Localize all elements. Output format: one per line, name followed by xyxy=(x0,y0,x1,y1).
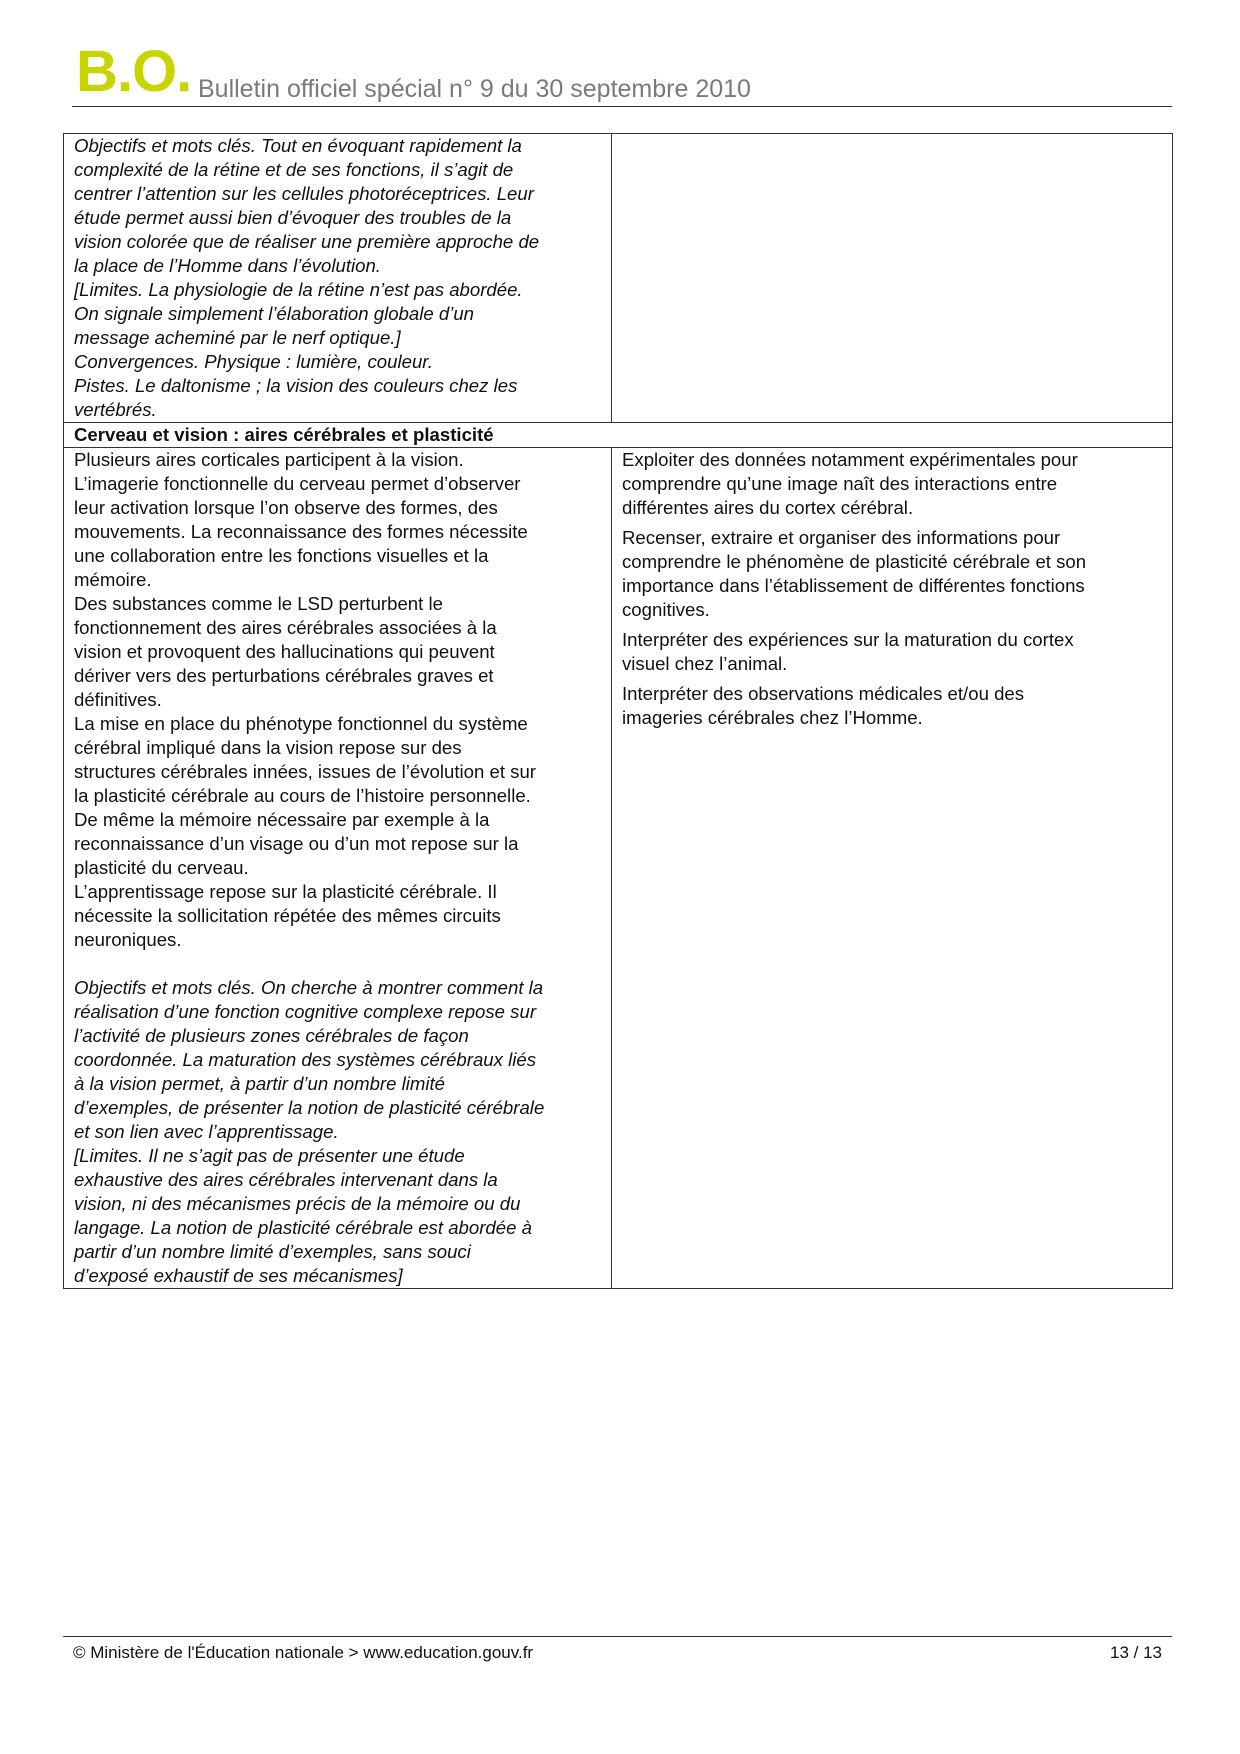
text-line: vision, ni des mécanismes précis de la mémoire ou du xyxy=(74,1193,521,1214)
text-line: leur activation lorsque l’on observe des formes, des xyxy=(74,497,498,518)
paragraph-gap xyxy=(74,952,601,976)
retina-objectives-text xyxy=(74,134,601,422)
text-line: exhaustive des aires cérébrales intervenant dans la xyxy=(74,1169,498,1190)
skill-paragraph xyxy=(622,682,1162,730)
text-line: comprendre qu’une image naît des interactions entre xyxy=(622,473,1058,494)
text-line: On signale simplement l’élaboration globale d’un xyxy=(74,303,475,324)
text-line: La mise en place du phénotype fonctionnel du système xyxy=(74,713,528,734)
retina-objectives-cell xyxy=(64,134,612,423)
skill-paragraph xyxy=(622,628,1162,676)
text-line: d’exposé exhaustif de ses mécanismes] xyxy=(74,1265,403,1286)
bo-logo: B.O. xyxy=(76,39,192,104)
text-line: Objectifs et mots clés. On cherche à montrer comment la xyxy=(74,977,544,998)
text-line: vision et provoquent des hallucinations qui peuvent xyxy=(74,641,495,662)
text-line: Pistes. Le daltonisme ; la vision des couleurs chez les xyxy=(74,375,518,396)
text-line: Plusieurs aires corticales participent à la vision. xyxy=(74,449,464,470)
table-row xyxy=(64,134,1173,423)
text-line: De même la mémoire nécessaire par exemple à la xyxy=(74,809,490,830)
section-heading: Cerveau et vision : aires cérébrales et plasticité xyxy=(64,423,1173,448)
page-header xyxy=(72,38,1172,108)
knowledge-text xyxy=(74,448,601,952)
text-line: mouvements. La reconnaissance des formes nécessite xyxy=(74,521,528,542)
text-line: à la vision permet, à partir d’un nombre limité xyxy=(74,1073,446,1094)
text-line: Interpréter des expériences sur la maturation du cortex xyxy=(622,629,1074,650)
text-line: dériver vers des perturbations cérébrales graves et xyxy=(74,665,494,686)
text-line: [Limites. Il ne s’agit pas de présenter une étude xyxy=(74,1145,465,1166)
skill-paragraph xyxy=(622,526,1162,622)
text-line: l’activité de plusieurs zones cérébrales de façon xyxy=(74,1025,469,1046)
text-line: L’apprentissage repose sur la plasticité cérébrale. Il xyxy=(74,881,497,902)
text-line: d’exemples, de présenter la notion de plasticité cérébrale xyxy=(74,1097,545,1118)
text-line: étude permet aussi bien d’évoquer des troubles de la xyxy=(74,207,512,228)
skills-cell xyxy=(612,448,1173,1289)
text-line: importance dans l’établissement de différentes fonctions xyxy=(622,575,1085,596)
text-line: cérébral impliqué dans la vision repose sur des xyxy=(74,737,462,758)
text-line: nécessite la sollicitation répétée des mêmes circuits xyxy=(74,905,501,926)
text-line: comprendre le phénomène de plasticité cérébrale et son xyxy=(622,551,1087,572)
text-line: plasticité du cerveau. xyxy=(74,857,249,878)
text-line: Interpréter des observations médicales et/ou des xyxy=(622,683,1025,704)
text-line: complexité de la rétine et de ses fonctions, il s’agit de xyxy=(74,159,514,180)
page-number: 13 / 13 xyxy=(1110,1643,1162,1662)
footer-divider xyxy=(63,1636,1172,1637)
text-line: imageries cérébrales chez l’Homme. xyxy=(622,707,923,728)
text-line: message acheminé par le nerf optique.] xyxy=(74,327,401,348)
section-heading-row xyxy=(64,423,1173,448)
text-line: Objectifs et mots clés. Tout en évoquant rapidement la xyxy=(74,135,522,156)
brain-objectives-text xyxy=(74,976,601,1288)
text-line: partir d’un nombre limité d’exemples, sans souci xyxy=(74,1241,471,1262)
bulletin-title: Bulletin officiel spécial n° 9 du 30 septembre 2010 xyxy=(198,75,751,103)
text-line: Des substances comme le LSD perturbent le xyxy=(74,593,443,614)
text-line: mémoire. xyxy=(74,569,152,590)
page-footer xyxy=(63,1636,1172,1662)
text-line: définitives. xyxy=(74,689,162,710)
empty-cell xyxy=(612,134,1173,423)
skill-paragraph xyxy=(622,448,1162,520)
knowledge-cell xyxy=(64,448,612,1289)
text-line: visuel chez l’animal. xyxy=(622,653,788,674)
text-line: neuroniques. xyxy=(74,929,182,950)
text-line: Recenser, extraire et organiser des informations pour xyxy=(622,527,1061,548)
text-line: la plasticité cérébrale au cours de l’histoire personnelle. xyxy=(74,785,531,806)
header-divider xyxy=(72,106,1172,107)
text-line: une collaboration entre les fonctions visuelles et la xyxy=(74,545,489,566)
skills-text xyxy=(622,448,1162,730)
text-line: différentes aires du cortex cérébral. xyxy=(622,497,914,518)
text-line: et son lien avec l’apprentissage. xyxy=(74,1121,339,1142)
text-line: structures cérébrales innées, issues de l’évolution et sur xyxy=(74,761,536,782)
text-line: coordonnée. La maturation des systèmes cérébraux liés xyxy=(74,1049,536,1070)
text-line: L’imagerie fonctionnelle du cerveau permet d’observer xyxy=(74,473,521,494)
text-line: langage. La notion de plasticité cérébrale est abordée à xyxy=(74,1217,532,1238)
text-line: Convergences. Physique : lumière, couleur. xyxy=(74,351,433,372)
text-line: fonctionnement des aires cérébrales associées à la xyxy=(74,617,497,638)
text-line: vision colorée que de réaliser une première approche de xyxy=(74,231,540,252)
text-line: la place de l’Homme dans l’évolution. xyxy=(74,255,381,276)
text-line: centrer l’attention sur les cellules photoréceptrices. Leur xyxy=(74,183,534,204)
text-line: Exploiter des données notamment expérimentales pour xyxy=(622,449,1078,470)
table-row xyxy=(64,448,1173,1289)
copyright-link[interactable]: © Ministère de l'Éducation nationale > www.education.gouv.fr xyxy=(73,1643,534,1662)
text-line: cognitives. xyxy=(622,599,710,620)
text-line: [Limites. La physiologie de la rétine n’est pas abordée. xyxy=(74,279,523,300)
text-line: réalisation d’une fonction cognitive complexe repose sur xyxy=(74,1001,537,1022)
program-table xyxy=(63,133,1173,1289)
text-line: vertébrés. xyxy=(74,399,157,420)
text-line: reconnaissance d’un visage ou d’un mot repose sur la xyxy=(74,833,519,854)
